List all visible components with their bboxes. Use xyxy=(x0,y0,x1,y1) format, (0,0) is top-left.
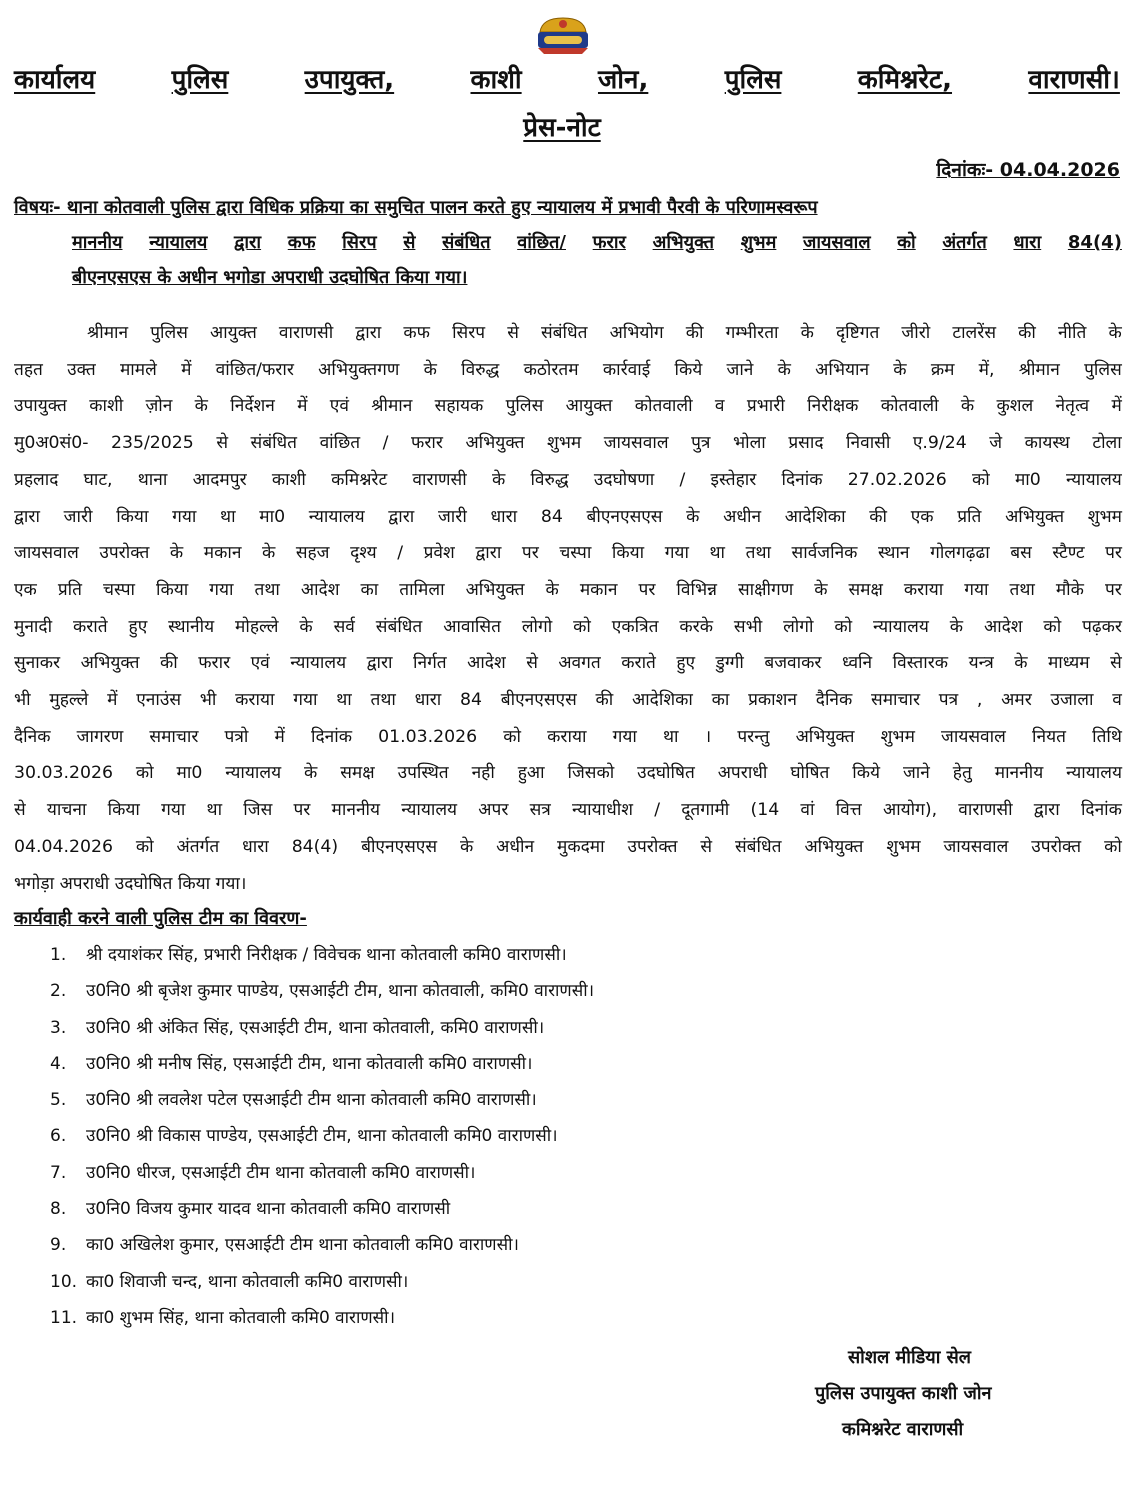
body-line: भगोड़ा अपराधी उदघोषित किया गया। xyxy=(14,873,247,894)
body-line: श्रीमान पुलिस आयुक्त वाराणसी द्वारा कफ सिरप से संबंधित अभियोग की गम्भीरता के दृष्टिगत जीरो टालरेंस की नीति के xyxy=(87,323,1122,343)
team-member-number: 4. xyxy=(50,1053,67,1074)
signature-line: कमिश्नरेट वाराणसी xyxy=(842,1419,964,1440)
signature-line: सोशल मीडिया सेल xyxy=(848,1347,971,1368)
body-line: द्वारा जारी किया गया था मा0 न्यायालय द्वारा जारी धारा 84 बीएनएसएस के अधीन आदेशिका की एक प्रति अभियुक्त शुभम xyxy=(14,506,1122,527)
body-line: दैनिक जागरण समाचार पत्रो में दिनांक 01.03.2026 को कराया गया था । परन्तु अभियुक्त शुभम जायसवाल नियत तिथि xyxy=(14,726,1122,747)
team-member-number: 3. xyxy=(50,1017,67,1038)
team-member xyxy=(50,1264,594,1300)
team-member-text: उ0नि0 श्री मनीष सिंह, एसआईटी टीम, थाना कोतवाली कमि0 वाराणसी। xyxy=(86,1053,533,1074)
body-line: तहत उक्त मामले में वांछित/फरार अभियुक्तगण के विरुद्ध कठोरतम कार्रवाई किये जाने के अभियान के क्रम में, श्रीमान पुलिस xyxy=(14,359,1122,380)
press-note-title: प्रेस-नोट xyxy=(523,113,601,143)
team-member xyxy=(50,1046,594,1082)
body-line: से याचना किया गया था जिस पर माननीय न्यायालय अपर सत्र न्यायाधीश / दूतगामी (14 वां वित्त आयोग), वाराणसी द्वारा दिनांक xyxy=(14,800,1122,821)
team-member-number: 1. xyxy=(50,945,67,965)
header-word: पुलिस xyxy=(724,65,782,95)
team-member-number: 2. xyxy=(50,981,67,1002)
header-word: काशी xyxy=(470,65,522,95)
header-word: कार्यालय xyxy=(14,65,96,95)
body-line: प्रहलाद घाट, थाना आदमपुर काशी कमिश्नरेट वाराणसी के विरुद्ध उदघोषणा / इस्तेहार दिनांक 27.02.2026 को मा0 न्यायालय xyxy=(14,469,1122,490)
team-member-number: 9. xyxy=(50,1235,67,1256)
team-member-text: उ0नि0 श्री बृजेश कुमार पाण्डेय, एसआईटी टीम, थाना कोतवाली, कमि0 वाराणसी। xyxy=(86,981,595,1002)
team-member xyxy=(50,1155,594,1191)
body-line: मु0अ0सं0- 235/2025 से संबंधित वांछित / फरार अभियुक्त शुभम जायसवाल पुत्र भोला प्रसाद निवासी ए.9/24 जे कायस्थ टोला xyxy=(14,433,1122,454)
team-member-number: 5. xyxy=(50,1090,67,1111)
team-member-text: उ0नि0 विजय कुमार यादव थाना कोतवाली कमि0 वाराणसी xyxy=(86,1199,451,1220)
body-line: उपायुक्त काशी ज़ोन के निर्देशन में एवं श्रीमान सहायक पुलिस आयुक्त कोतवाली व प्रभारी निरीक्षक कोतवाली के कुशल नेतृत्व में xyxy=(14,396,1122,417)
team-member xyxy=(50,1082,594,1118)
team-member-text: उ0नि0 श्री विकास पाण्डेय, एसआईटी टीम, थाना कोतवाली कमि0 वाराणसी। xyxy=(86,1126,558,1147)
body-line: मुनादी कराते हुए स्थानीय मोहल्ले के सर्व संबंधित आवासित लोगो को एकत्रित करके सभी लोगो को न्यायालय के आदेश को पढ़कर xyxy=(14,616,1122,637)
team-member xyxy=(50,1300,594,1336)
team-member-number: 6. xyxy=(50,1126,67,1147)
body-line: भी मुहल्ले में एनाउंस भी कराया गया था तथा धारा 84 बीएनएसएस की आदेशिका का प्रकाशन दैनिक समाचार पत्र , अमर उजाला व xyxy=(14,690,1122,711)
team-member-text: का0 शिवाजी चन्द, थाना कोतवाली कमि0 वाराणसी। xyxy=(86,1271,409,1292)
team-member-text: उ0नि0 श्री लवलेश पटेल एसआईटी टीम थाना कोतवाली कमि0 वाराणसी। xyxy=(86,1090,537,1111)
team-member-number: 7. xyxy=(50,1162,67,1183)
team-member-text: उ0नि0 श्री अंकित सिंह, एसआईटी टीम, थाना कोतवाली, कमि0 वाराणसी। xyxy=(86,1017,545,1038)
header-word: जोन, xyxy=(597,65,649,95)
header-word: पुलिस xyxy=(171,65,229,95)
team-member xyxy=(50,1227,594,1263)
subject-line: माननीय न्यायालय द्वारा कफ सिरप से संबंधित वांछित/ फरार अभियुक्त शुभम जायसवाल को अंतर्गत धारा 84(4) xyxy=(72,232,1122,253)
team-member-text: उ0नि0 धीरज, एसआईटी टीम थाना कोतवाली कमि0 वाराणसी। xyxy=(86,1162,476,1183)
header-word: उपायुक्त, xyxy=(304,65,395,95)
team-member xyxy=(50,937,594,973)
team-member-text: का0 शुभम सिंह, थाना कोतवाली कमि0 वाराणसी। xyxy=(86,1307,396,1328)
subject-line: विषयः- थाना कोतवाली पुलिस द्वारा विधिक प्रक्रिया का समुचित पालन करते हुए न्यायालय में प्रभावी पैरवी के परिणामस्वरूप xyxy=(14,197,818,218)
team-member xyxy=(50,973,594,1009)
team-member xyxy=(50,1010,594,1046)
subject-line: बीएनएसएस के अधीन भगोडा अपराधी उदघोषित किया गया। xyxy=(72,267,468,288)
team-member-number: 11. xyxy=(50,1307,78,1328)
body-line: जायसवाल उपरोक्त के मकान के सहज दृश्य / प्रवेश द्वारा पर चस्पा किया गया था तथा सार्वजनिक स्थान गोलगढ़ढा बस स्टैण्ट पर xyxy=(14,543,1122,564)
team-member-number: 10. xyxy=(50,1271,78,1292)
team-member xyxy=(50,1118,594,1154)
body-paragraph xyxy=(14,315,1122,902)
header-word: कमिश्नरेट, xyxy=(857,65,953,95)
signature-line: पुलिस उपायुक्त काशी जोन xyxy=(815,1383,992,1404)
subject-block xyxy=(14,190,1122,295)
header-word: वाराणसी। xyxy=(1028,65,1120,95)
body-line: सुनाकर अभियुक्त की फरार एवं न्यायालय द्वारा निर्गत आदेश से अवगत कराते हुए डुग्गी बजवाकर ध्वनि विस्तारक यन्त्र के माध्यम से xyxy=(14,653,1122,674)
office-header xyxy=(14,60,1120,100)
body-line: 30.03.2026 को मा0 न्यायालय के समक्ष उपस्थित नही हुआ जिसको उदघोषित अपराधी घोषित किये जाने हेतु माननीय न्यायालय xyxy=(14,763,1122,784)
body-line: 04.04.2026 को अंतर्गत धारा 84(4) बीएनएसएस के अधीन मुकदमा उपरोक्त से संबंधित अभियुक्त शुभम जायसवाल उपरोक्त को xyxy=(14,836,1122,857)
body-line: एक प्रति चस्पा किया गया तथा आदेश का तामिला अभियुक्त के मकान पर विभिन्न साक्षीगण के समक्ष कराया गया तथा मौके पर xyxy=(14,579,1122,600)
police-emblem-icon xyxy=(534,14,592,58)
team-heading: कार्यवाही करने वाली पुलिस टीम का विवरण- xyxy=(14,908,307,929)
team-member xyxy=(50,1191,594,1227)
team-member-number: 8. xyxy=(50,1199,67,1220)
team-list xyxy=(50,937,594,1336)
team-member-text: श्री दयाशंकर सिंह, प्रभारी निरीक्षक / विवेचक थाना कोतवाली कमि0 वाराणसी। xyxy=(86,945,567,965)
date-label: दिनांकः- 04.04.2026 xyxy=(936,159,1120,181)
team-member-text: का0 अखिलेश कुमार, एसआईटी टीम थाना कोतवाली कमि0 वाराणसी। xyxy=(86,1235,519,1256)
